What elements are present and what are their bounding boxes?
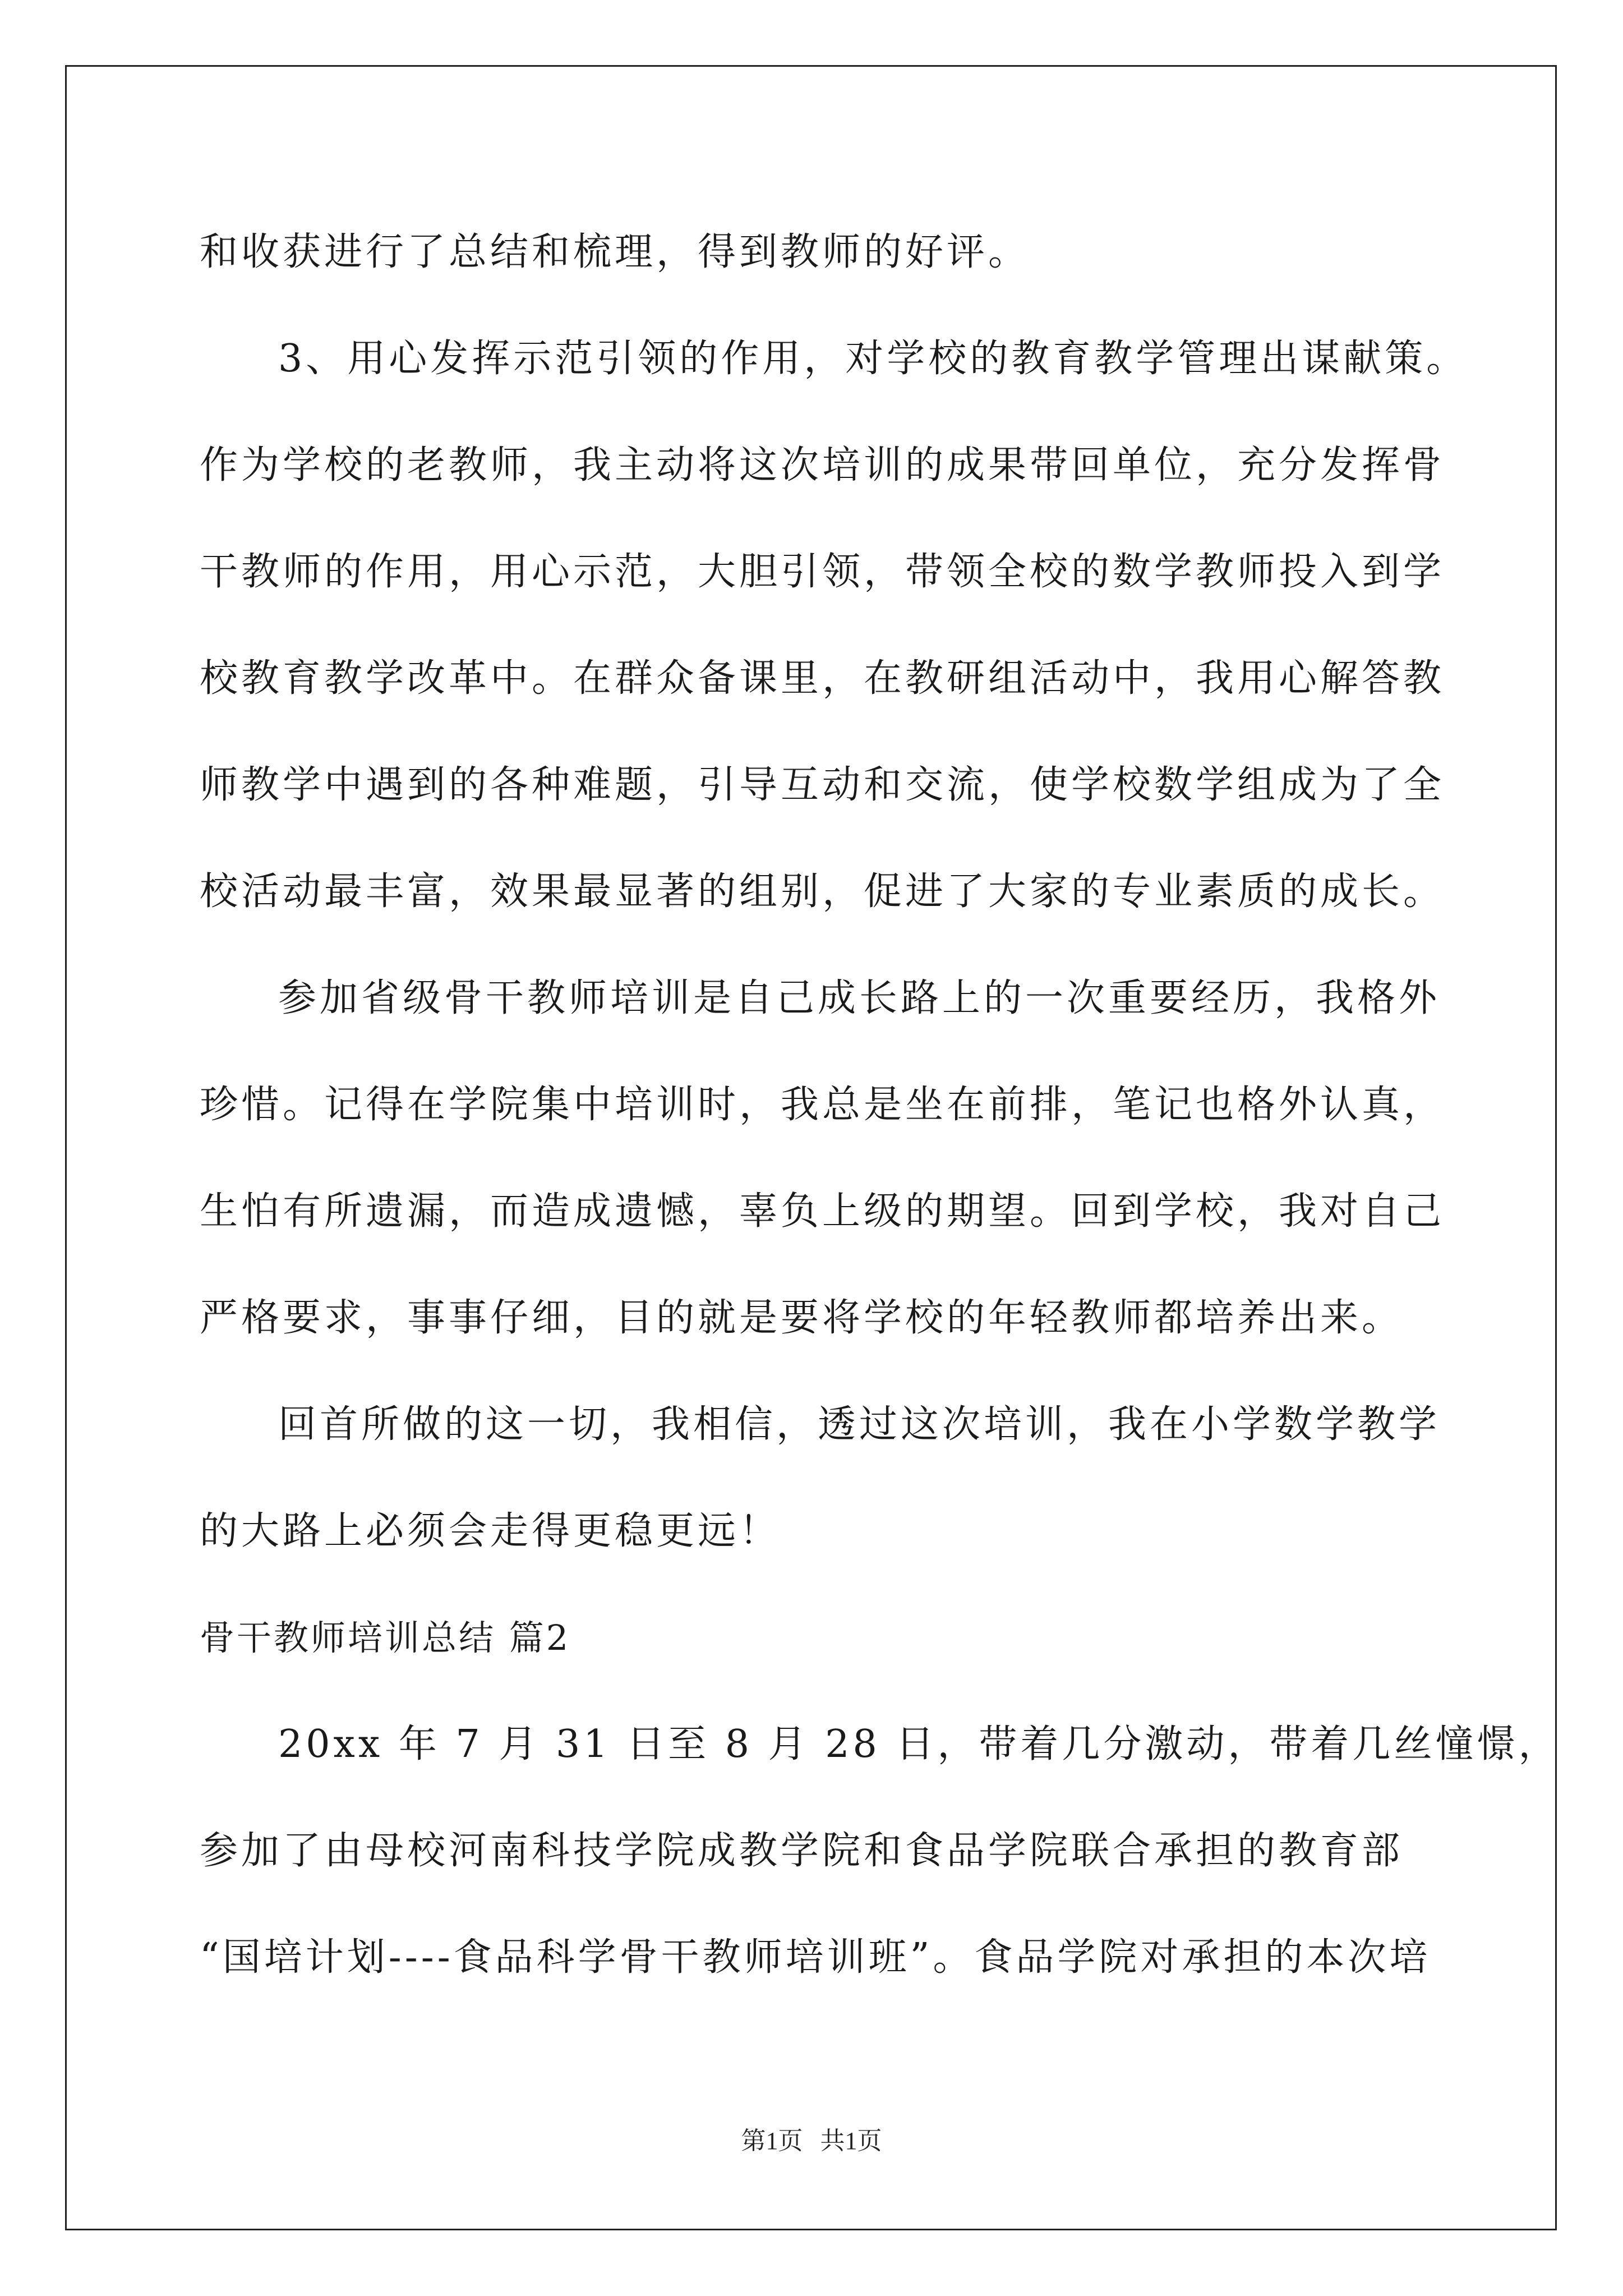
section-heading: 骨干教师培训总结 篇2 xyxy=(200,1617,571,1658)
page-number: 第1页 xyxy=(741,2127,803,2155)
text-line-13: 的大路上必须会走得更稳更远！ xyxy=(200,1509,781,1553)
text-line-15: 20xx 年 7 月 31 日至 8 月 28 日，带着几分激动，带着几丝憧憬， xyxy=(278,1722,1560,1766)
text-line-17: “国培计划----食品科学骨干教师培训班”。食品学院对承担的本次培 xyxy=(200,1935,1431,1980)
text-line-11: 严格要求，事事仔细，目的就是要将学校的年轻教师都培养出来。 xyxy=(200,1296,1404,1340)
text-line-4: 干教师的作用，用心示范，大胆引领，带领全校的数学教师投入到学 xyxy=(200,550,1445,594)
text-line-12: 回首所做的这一切，我相信，透过这次培训，我在小学数学教学 xyxy=(278,1402,1441,1447)
page-total: 共1页 xyxy=(820,2127,882,2155)
text-line-8: 参加省级骨干教师培训是自己成长路上的一次重要经历，我格外 xyxy=(278,976,1441,1020)
text-line-16: 参加了由母校河南科技学院成教学院和食品学院联合承担的教育部 xyxy=(200,1829,1404,1873)
text-line-7: 校活动最丰富，效果最显著的组别，促进了大家的专业素质的成长。 xyxy=(200,869,1445,914)
text-line-10: 生怕有所遗漏，而造成遗憾，辜负上级的期望。回到学校，我对自己 xyxy=(200,1189,1445,1234)
text-line-5: 校教育教学改革中。在群众备课里，在教研组活动中，我用心解答教 xyxy=(200,656,1445,701)
text-line-3: 作为学校的老教师，我主动将这次培训的成果带回单位，充分发挥骨 xyxy=(200,443,1445,487)
page-border xyxy=(65,65,1557,2230)
text-line-1: 和收获进行了总结和梳理，得到教师的好评。 xyxy=(200,230,1030,274)
page-footer xyxy=(0,2126,1623,2156)
text-line-9: 珍惜。记得在学院集中培训时，我总是坐在前排，笔记也格外认真， xyxy=(200,1083,1445,1127)
text-line-6: 师教学中遇到的各种难题，引导互动和交流，使学校数学组成为了全 xyxy=(200,763,1445,807)
text-line-2: 3、用心发挥示范引领的作用，对学校的教育教学管理出谋献策。 xyxy=(278,337,1468,381)
